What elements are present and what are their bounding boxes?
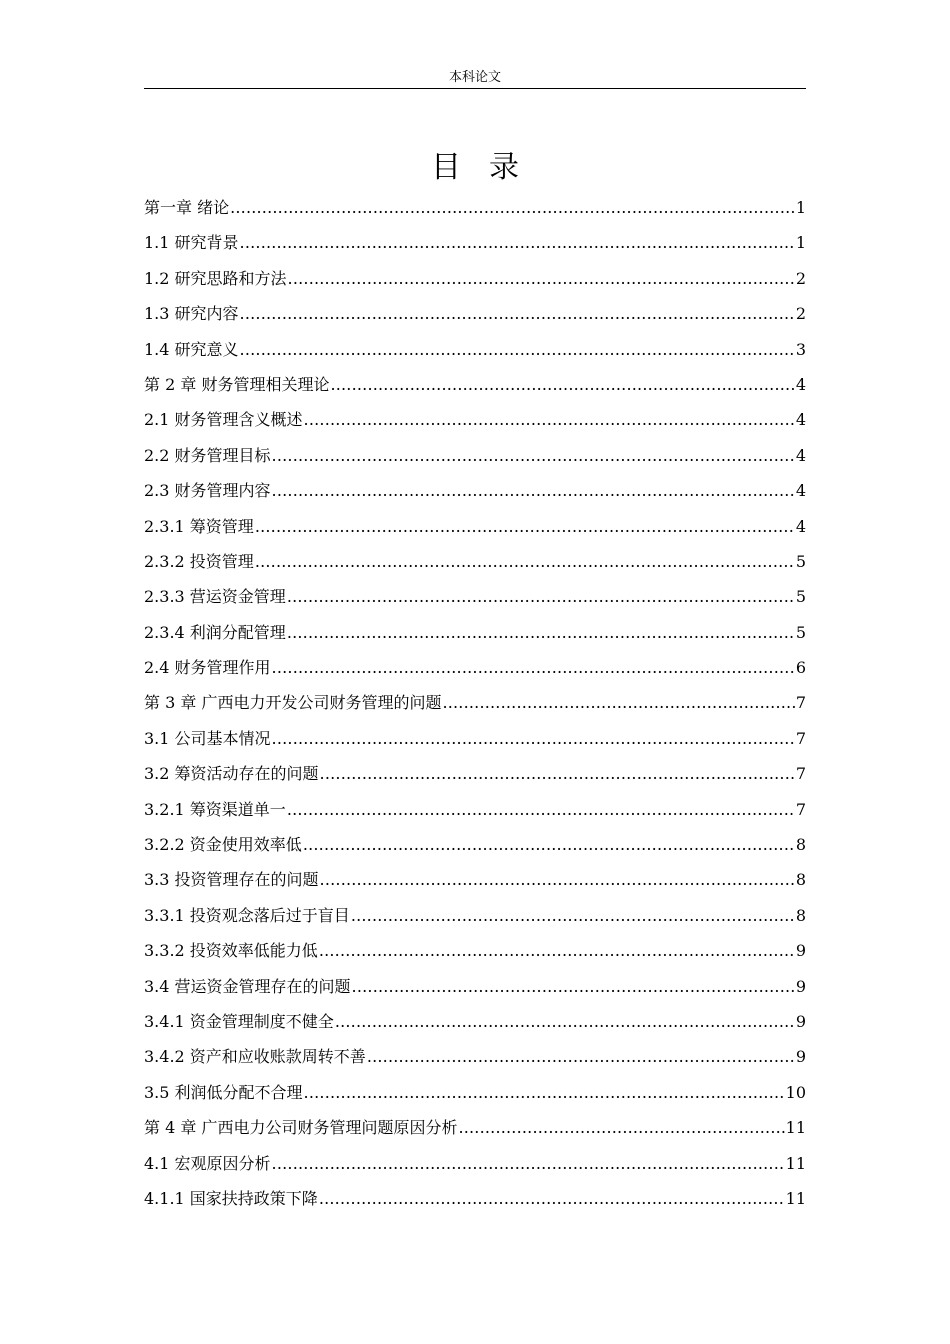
toc-entry-label: 3.4.1 资金管理制度不健全	[144, 1011, 334, 1031]
toc-entry-page: 4	[795, 481, 806, 501]
toc-entry-label: 4.1 宏观原因分析	[144, 1153, 271, 1173]
toc-leader-dots	[272, 650, 795, 685]
toc-leader-dots	[240, 225, 795, 260]
toc-entry-page: 10	[785, 1082, 806, 1102]
toc-entry-page: 5	[795, 587, 806, 607]
toc-entry[interactable]	[144, 1110, 806, 1145]
toc-entry[interactable]	[144, 615, 806, 650]
toc-entry-label: 第 2 章 财务管理相关理论	[144, 374, 330, 394]
toc-entry-page: 7	[795, 693, 806, 713]
toc-entry-page: 4	[795, 516, 806, 536]
toc-entry-page: 4	[795, 374, 806, 394]
toc-leader-dots	[320, 862, 795, 897]
toc-entry-page: 1	[795, 198, 806, 217]
toc-entry-label: 2.1 财务管理含义概述	[144, 410, 303, 430]
toc-leader-dots	[458, 1110, 784, 1145]
toc-entry-label: 3.4.2 资产和应收账款周转不善	[144, 1047, 366, 1067]
toc-entry[interactable]	[144, 579, 806, 614]
toc-entry-page: 9	[795, 1011, 806, 1031]
toc-entry-page: 9	[795, 1047, 806, 1067]
toc-entry-label: 2.2 财务管理目标	[144, 445, 271, 465]
toc-entry[interactable]	[144, 296, 806, 331]
toc-leader-dots	[319, 933, 795, 968]
toc-entry[interactable]	[144, 438, 806, 473]
toc-entry[interactable]	[144, 1004, 806, 1039]
toc-entry[interactable]	[144, 898, 806, 933]
toc-entry[interactable]	[144, 862, 806, 897]
toc-entry-page: 2	[795, 304, 806, 324]
toc-entry-page: 8	[795, 835, 806, 855]
toc-entry-page: 8	[795, 870, 806, 890]
toc-entry-label: 第 4 章 广西电力公司财务管理问题原因分析	[144, 1118, 458, 1138]
toc-entry-label: 3.2.2 资金使用效率低	[144, 835, 302, 855]
toc-leader-dots	[304, 1075, 785, 1110]
toc-leader-dots	[272, 721, 795, 756]
toc-leader-dots	[442, 685, 794, 720]
toc-leader-dots	[304, 402, 795, 437]
toc-entry[interactable]	[144, 650, 806, 685]
toc-entry[interactable]	[144, 473, 806, 508]
toc-entry-label: 3.2 筹资活动存在的问题	[144, 764, 319, 784]
toc-leader-dots	[287, 579, 795, 614]
toc-entry[interactable]	[144, 332, 806, 367]
toc-entry-label: 2.3.2 投资管理	[144, 551, 254, 571]
toc-entry[interactable]	[144, 1075, 806, 1110]
toc-entry-page: 4	[795, 445, 806, 465]
toc-leader-dots	[272, 438, 795, 473]
toc-entry-label: 2.3 财务管理内容	[144, 481, 271, 501]
toc-entry-label: 1.2 研究思路和方法	[144, 268, 287, 288]
toc-title: 目录	[431, 150, 547, 185]
toc-entry-label: 3.3.1 投资观念落后过于盲目	[144, 905, 350, 925]
toc-entry[interactable]	[144, 933, 806, 968]
toc-entry[interactable]	[144, 261, 806, 296]
toc-entry[interactable]	[144, 544, 806, 579]
toc-entry-page: 11	[785, 1188, 806, 1208]
toc-entry[interactable]	[144, 792, 806, 827]
toc-entry-page: 1	[795, 233, 806, 253]
toc-entry-label: 2.3.3 营运资金管理	[144, 587, 286, 607]
toc-leader-dots	[255, 544, 795, 579]
toc-leader-dots	[352, 969, 795, 1004]
toc-entry[interactable]	[144, 509, 806, 544]
toc-entry-label: 第一章 绪论	[144, 198, 230, 217]
toc-entry-page: 7	[795, 799, 806, 819]
toc-entry-label: 3.1 公司基本情况	[144, 728, 271, 748]
toc-leader-dots	[303, 827, 795, 862]
toc-entry-label: 2.4 财务管理作用	[144, 658, 271, 678]
toc-entry[interactable]	[144, 1039, 806, 1074]
toc-leader-dots	[272, 473, 795, 508]
toc-entry-page: 2	[795, 268, 806, 288]
toc-entry-page: 11	[785, 1153, 806, 1173]
toc-leader-dots	[287, 615, 795, 650]
header-rule	[144, 88, 806, 89]
toc-entry[interactable]	[144, 367, 806, 402]
toc-leader-dots	[230, 190, 795, 225]
toc-leader-dots	[330, 367, 794, 402]
toc-entry-label: 2.3.1 筹资管理	[144, 516, 254, 536]
toc-entry-label: 1.4 研究意义	[144, 339, 239, 359]
toc-leader-dots	[240, 332, 795, 367]
toc-leader-dots	[287, 792, 795, 827]
toc-entry-label: 3.3 投资管理存在的问题	[144, 870, 319, 890]
toc-entry-label: 2.3.4 利润分配管理	[144, 622, 286, 642]
toc-entry-label: 1.1 研究背景	[144, 233, 239, 253]
toc-entry-page: 7	[795, 728, 806, 748]
toc-entry[interactable]	[144, 756, 806, 791]
toc-entry[interactable]	[144, 402, 806, 437]
toc-entry-label: 3.5 利润低分配不合理	[144, 1082, 303, 1102]
toc-entry-page: 5	[795, 622, 806, 642]
toc-entry-page: 3	[795, 339, 806, 359]
toc-entry[interactable]	[144, 969, 806, 1004]
toc-entry-label: 3.4 营运资金管理存在的问题	[144, 976, 351, 996]
toc-leader-dots	[320, 756, 795, 791]
toc-entry[interactable]	[144, 1181, 806, 1216]
toc-entry-page: 9	[795, 976, 806, 996]
toc-entry[interactable]	[144, 685, 806, 720]
toc-entry-label: 4.1.1 国家扶持政策下降	[144, 1188, 318, 1208]
toc-leader-dots	[319, 1181, 785, 1216]
toc-leader-dots	[351, 898, 795, 933]
toc-entry[interactable]	[144, 190, 806, 225]
toc-entry[interactable]	[144, 1146, 806, 1181]
toc-entry-page: 9	[795, 941, 806, 961]
toc-entry-page: 4	[795, 410, 806, 430]
toc-entry-label: 第 3 章 广西电力开发公司财务管理的问题	[144, 693, 442, 713]
toc-entry[interactable]	[144, 827, 806, 862]
toc-leader-dots	[272, 1146, 785, 1181]
toc-entry-page: 5	[795, 551, 806, 571]
toc-leader-dots	[288, 261, 795, 296]
toc-entry[interactable]	[144, 225, 806, 260]
toc-entry-label: 1.3 研究内容	[144, 304, 239, 324]
toc-entry-page: 7	[795, 764, 806, 784]
toc-entry-page: 11	[785, 1118, 806, 1138]
toc-entry[interactable]	[144, 721, 806, 756]
toc-leader-dots	[367, 1039, 795, 1074]
toc-entry-page: 8	[795, 905, 806, 925]
toc-leader-dots	[335, 1004, 795, 1039]
toc-entry-label: 3.2.1 筹资渠道单一	[144, 799, 286, 819]
toc-entry-page: 6	[795, 658, 806, 678]
running-header: 本科论文	[448, 70, 501, 85]
toc-entry-label: 3.3.2 投资效率低能力低	[144, 941, 318, 961]
toc-leader-dots	[240, 296, 795, 331]
toc-leader-dots	[255, 509, 795, 544]
toc-list	[144, 190, 806, 1216]
